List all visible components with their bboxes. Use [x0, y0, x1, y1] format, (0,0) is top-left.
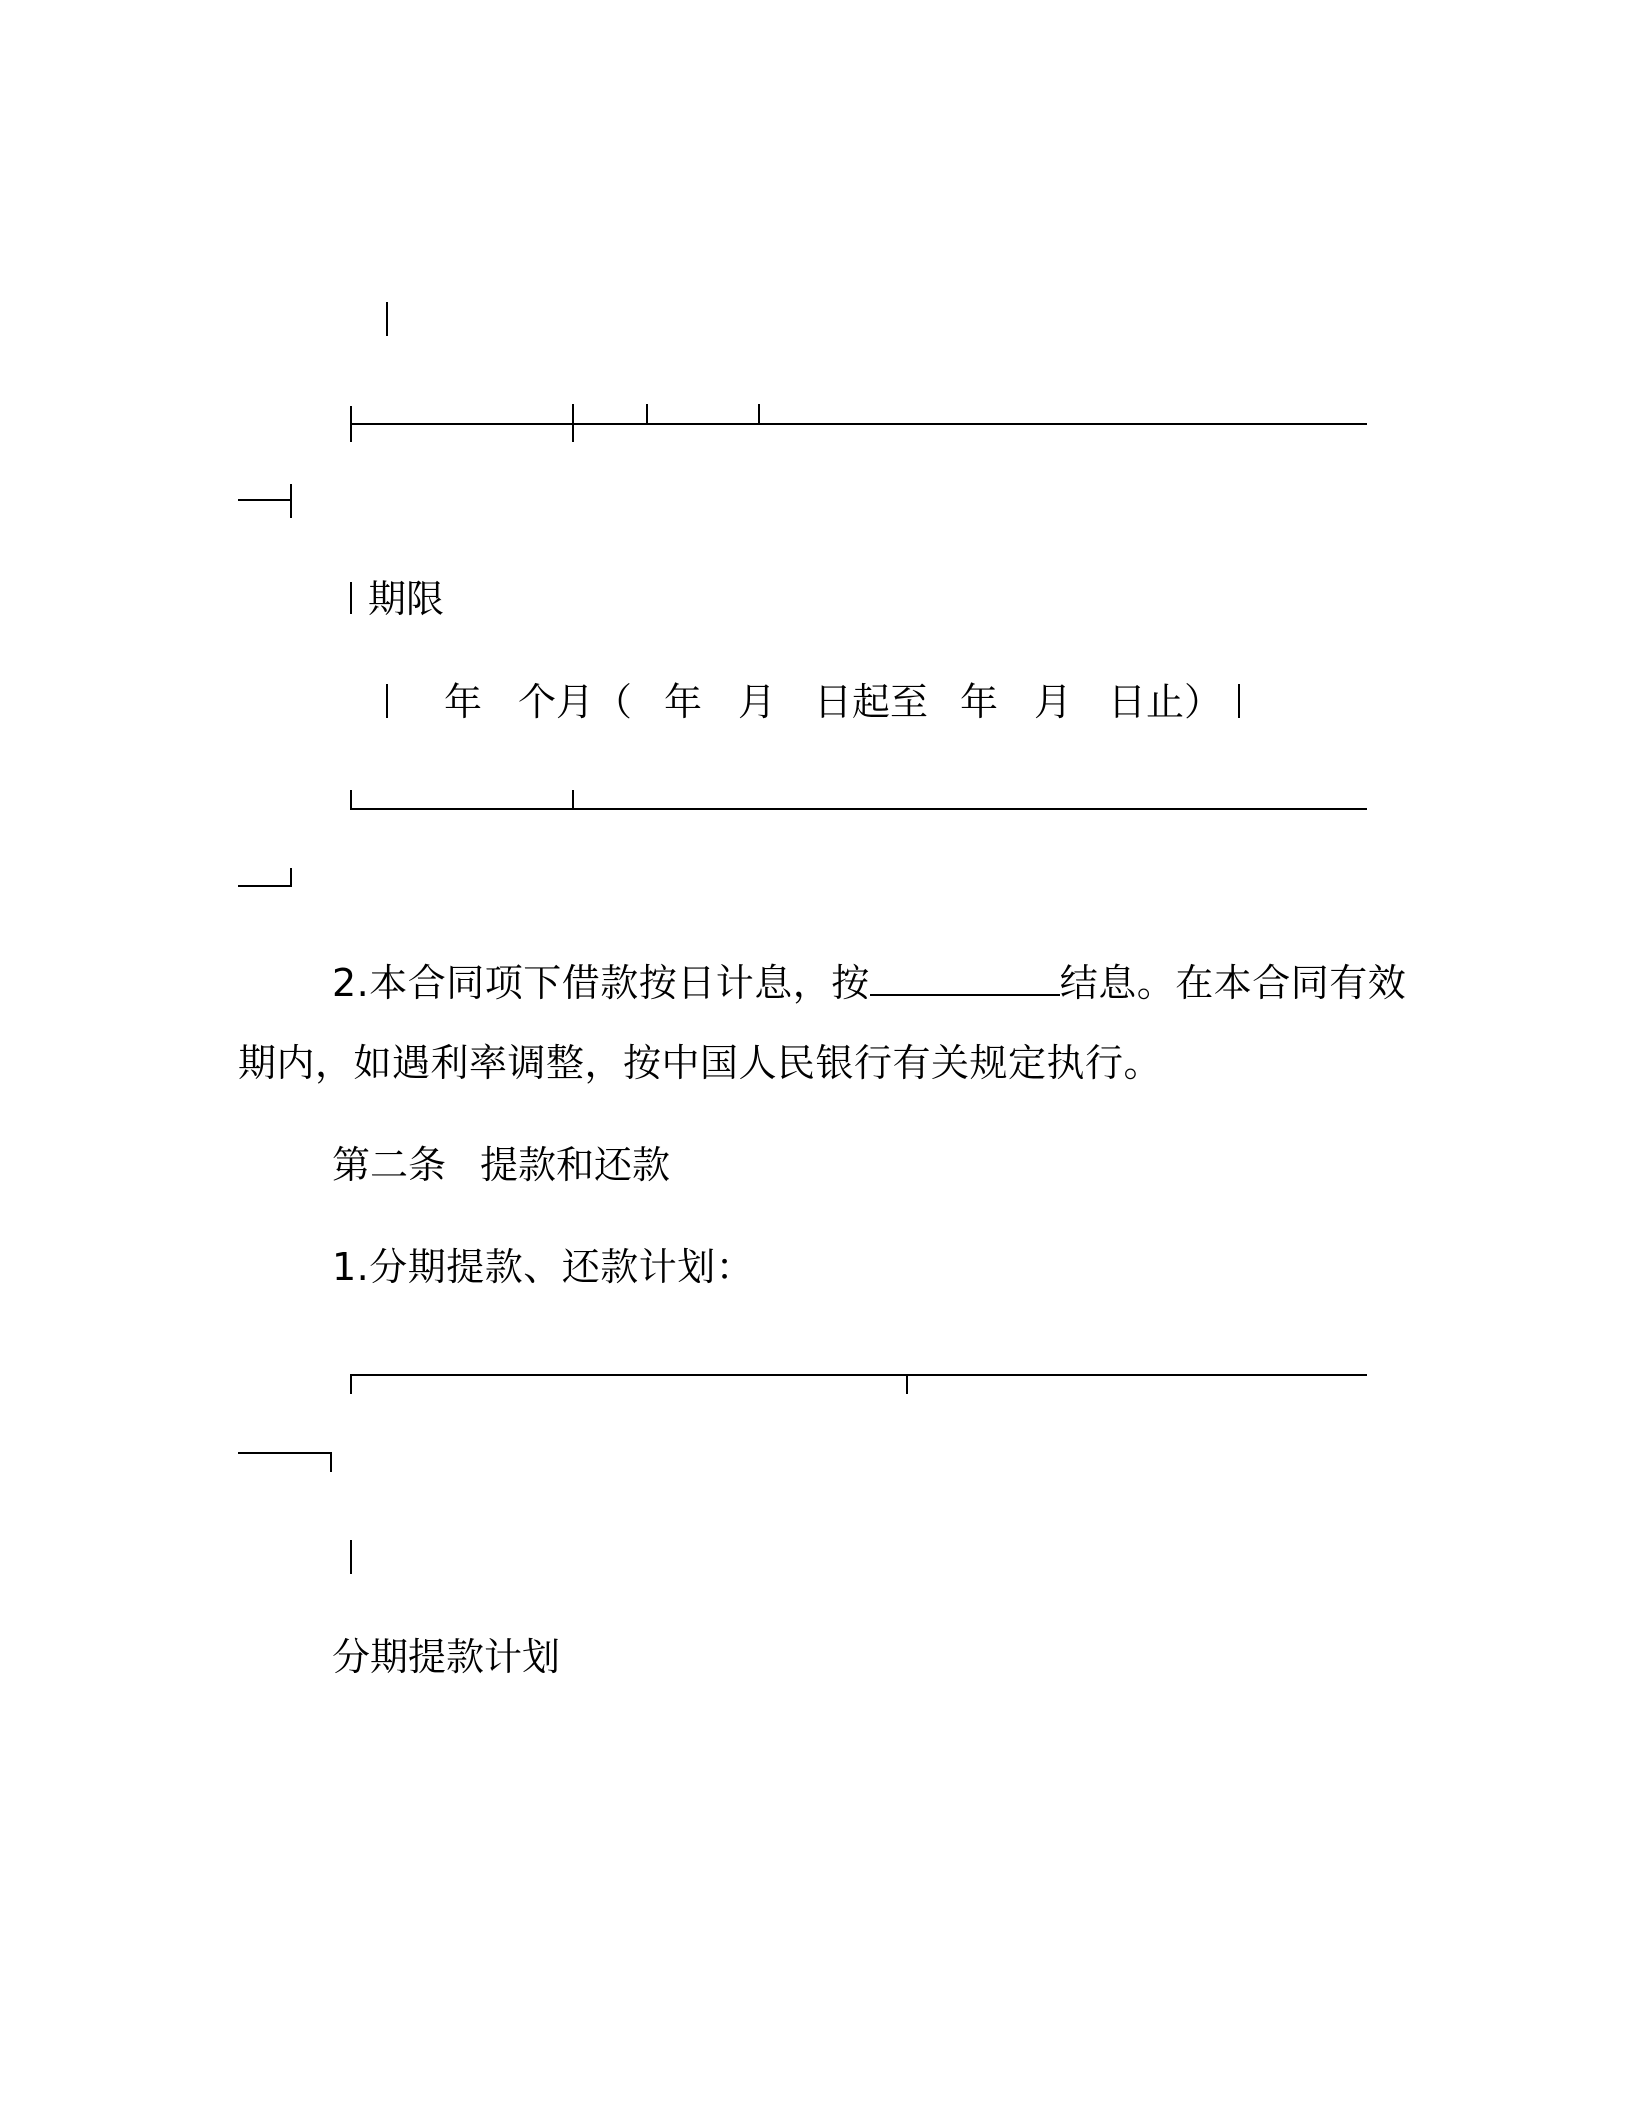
- table-border: [1238, 684, 1240, 718]
- table-border: [350, 1374, 1367, 1376]
- period-from-month: 月: [738, 680, 777, 724]
- table-border: [386, 684, 388, 718]
- period-to-day: 日止）: [1108, 680, 1223, 724]
- article-title: 提款和还款: [480, 1143, 671, 1187]
- table-border: [572, 404, 574, 442]
- period-from-year: 年: [664, 680, 703, 724]
- table-border: [238, 1452, 332, 1454]
- table-border: [238, 499, 292, 501]
- table-border: [350, 1374, 352, 1394]
- table-border: [290, 484, 292, 518]
- period-label: 期限: [368, 577, 445, 621]
- table-border: [758, 404, 760, 424]
- article-number: 第二条: [332, 1143, 447, 1187]
- table-border: [350, 582, 352, 614]
- blank-field: [870, 964, 1060, 996]
- table-border: [238, 885, 292, 887]
- clause-1-2-line1: [332, 961, 1407, 1005]
- table-border: [386, 302, 388, 336]
- period-from-day: 日起至: [814, 680, 929, 724]
- table-border: [350, 808, 1367, 810]
- table-border: [572, 790, 574, 810]
- table-border: [290, 868, 292, 887]
- table-border: [350, 790, 352, 810]
- plan-table-label: 分期提款计划: [332, 1635, 561, 1679]
- table-border: [350, 1540, 352, 1574]
- clause-2-1: 1.分期提款、还款计划：: [332, 1245, 755, 1289]
- clause-1-2-text-after: 结息。在本合同有效: [1059, 961, 1407, 1005]
- period-to-year: 年: [960, 680, 999, 724]
- table-border: [350, 423, 1367, 425]
- table-border: [330, 1452, 332, 1472]
- table-border: [906, 1374, 908, 1394]
- period-year: 年: [444, 680, 483, 724]
- period-to-month: 月: [1034, 680, 1073, 724]
- table-border: [646, 404, 648, 424]
- clause-1-2-line2: 期内，如遇利率调整，按中国人民银行有关规定执行。: [238, 1041, 1163, 1085]
- period-months: 个月（: [518, 680, 633, 724]
- clause-1-2-text-before: 2.本合同项下借款按日计息，按: [332, 961, 870, 1005]
